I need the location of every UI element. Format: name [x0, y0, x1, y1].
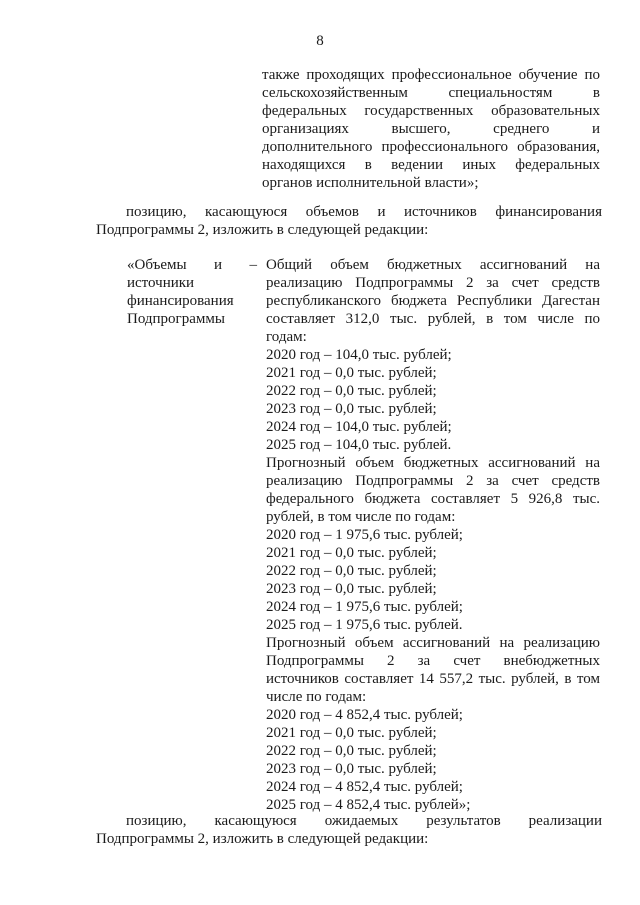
year-amount-line: 2025 год – 4 852,4 тыс. рублей»;: [266, 797, 471, 813]
year-amount-line: 2020 год – 104,0 тыс. рублей;: [266, 347, 452, 363]
paragraph-results-position: [96, 812, 602, 848]
table-label-column: [127, 256, 257, 328]
label-line: источники: [127, 275, 195, 291]
federal-budget-section: [266, 454, 600, 634]
label-line: «Объемы и –: [127, 257, 257, 273]
text-line: Подпрограммы 2, изложить в следующей редакции:: [96, 222, 429, 238]
text-line: республиканского бюджета Республики Дагестан: [266, 293, 600, 309]
text-line: федерального бюджета составляет 5 926,8 тыс.: [266, 491, 600, 507]
continued-text-block: [262, 66, 600, 192]
label-line: Подпрограммы: [127, 311, 225, 327]
text-line: числе по годам:: [266, 689, 367, 705]
year-amount-line: 2024 год – 1 975,6 тыс. рублей;: [266, 599, 463, 615]
paragraph-financing-position: [96, 203, 602, 239]
text-line: Общий объем бюджетных ассигнований на: [266, 257, 600, 273]
year-amount-line: 2022 год – 0,0 тыс. рублей;: [266, 743, 437, 759]
text-line: также проходящих профессиональное обучение по: [262, 67, 600, 83]
republican-budget-section: [266, 256, 600, 454]
text-line: дополнительного профессионального образования,: [262, 139, 600, 155]
year-amount-line: 2023 год – 0,0 тыс. рублей;: [266, 761, 437, 777]
page-number: 8: [316, 33, 324, 49]
text-line: источников составляет 14 557,2 тыс. рублей, в том: [266, 671, 600, 687]
text-line: реализацию Подпрограммы 2 за счет средств: [266, 473, 600, 489]
table-value-column: [266, 256, 600, 814]
year-amount-line: 2022 год – 0,0 тыс. рублей;: [266, 383, 437, 399]
text-line: реализацию Подпрограммы 2 за счет средств: [266, 275, 600, 291]
text-line: позицию, касающуюся объемов и источников финансирования: [126, 204, 602, 220]
text-line: позицию, касающуюся ожидаемых результатов реализации: [126, 813, 602, 829]
year-amount-line: 2021 год – 0,0 тыс. рублей;: [266, 725, 437, 741]
year-amount-line: 2023 год – 0,0 тыс. рублей;: [266, 581, 437, 597]
year-amount-line: 2024 год – 104,0 тыс. рублей;: [266, 419, 452, 435]
year-amount-line: 2022 год – 0,0 тыс. рублей;: [266, 563, 437, 579]
text-line: Подпрограммы 2 за счет внебюджетных: [266, 653, 600, 669]
extrabudgetary-section: [266, 634, 600, 814]
text-line: Подпрограммы 2, изложить в следующей редакции:: [96, 831, 429, 847]
text-line: сельскохозяйственным специальностям в: [262, 85, 600, 101]
label-line: финансирования: [127, 293, 234, 309]
year-amount-line: 2020 год – 4 852,4 тыс. рублей;: [266, 707, 463, 723]
year-amount-line: 2020 год – 1 975,6 тыс. рублей;: [266, 527, 463, 543]
text-line: органов исполнительной власти»;: [262, 175, 479, 191]
text-line: составляет 312,0 тыс. рублей, в том числе по: [266, 311, 600, 327]
text-line: федеральных государственных образовательных: [262, 103, 600, 119]
text-line: организациях высшего, среднего и: [262, 121, 600, 137]
text-line: Прогнозный объем бюджетных ассигнований на: [266, 455, 600, 471]
text-line: Прогнозный объем ассигнований на реализацию: [266, 635, 600, 651]
year-amount-line: 2021 год – 0,0 тыс. рублей;: [266, 365, 437, 381]
year-amount-line: 2025 год – 104,0 тыс. рублей.: [266, 437, 452, 453]
year-amount-line: 2021 год – 0,0 тыс. рублей;: [266, 545, 437, 561]
year-amount-line: 2024 год – 4 852,4 тыс. рублей;: [266, 779, 463, 795]
year-amount-line: 2025 год – 1 975,6 тыс. рублей.: [266, 617, 463, 633]
text-line: находящихся в ведении иных федеральных: [262, 157, 600, 173]
text-line: рублей, в том числе по годам:: [266, 509, 456, 525]
year-amount-line: 2023 год – 0,0 тыс. рублей;: [266, 401, 437, 417]
text-line: годам:: [266, 329, 307, 345]
